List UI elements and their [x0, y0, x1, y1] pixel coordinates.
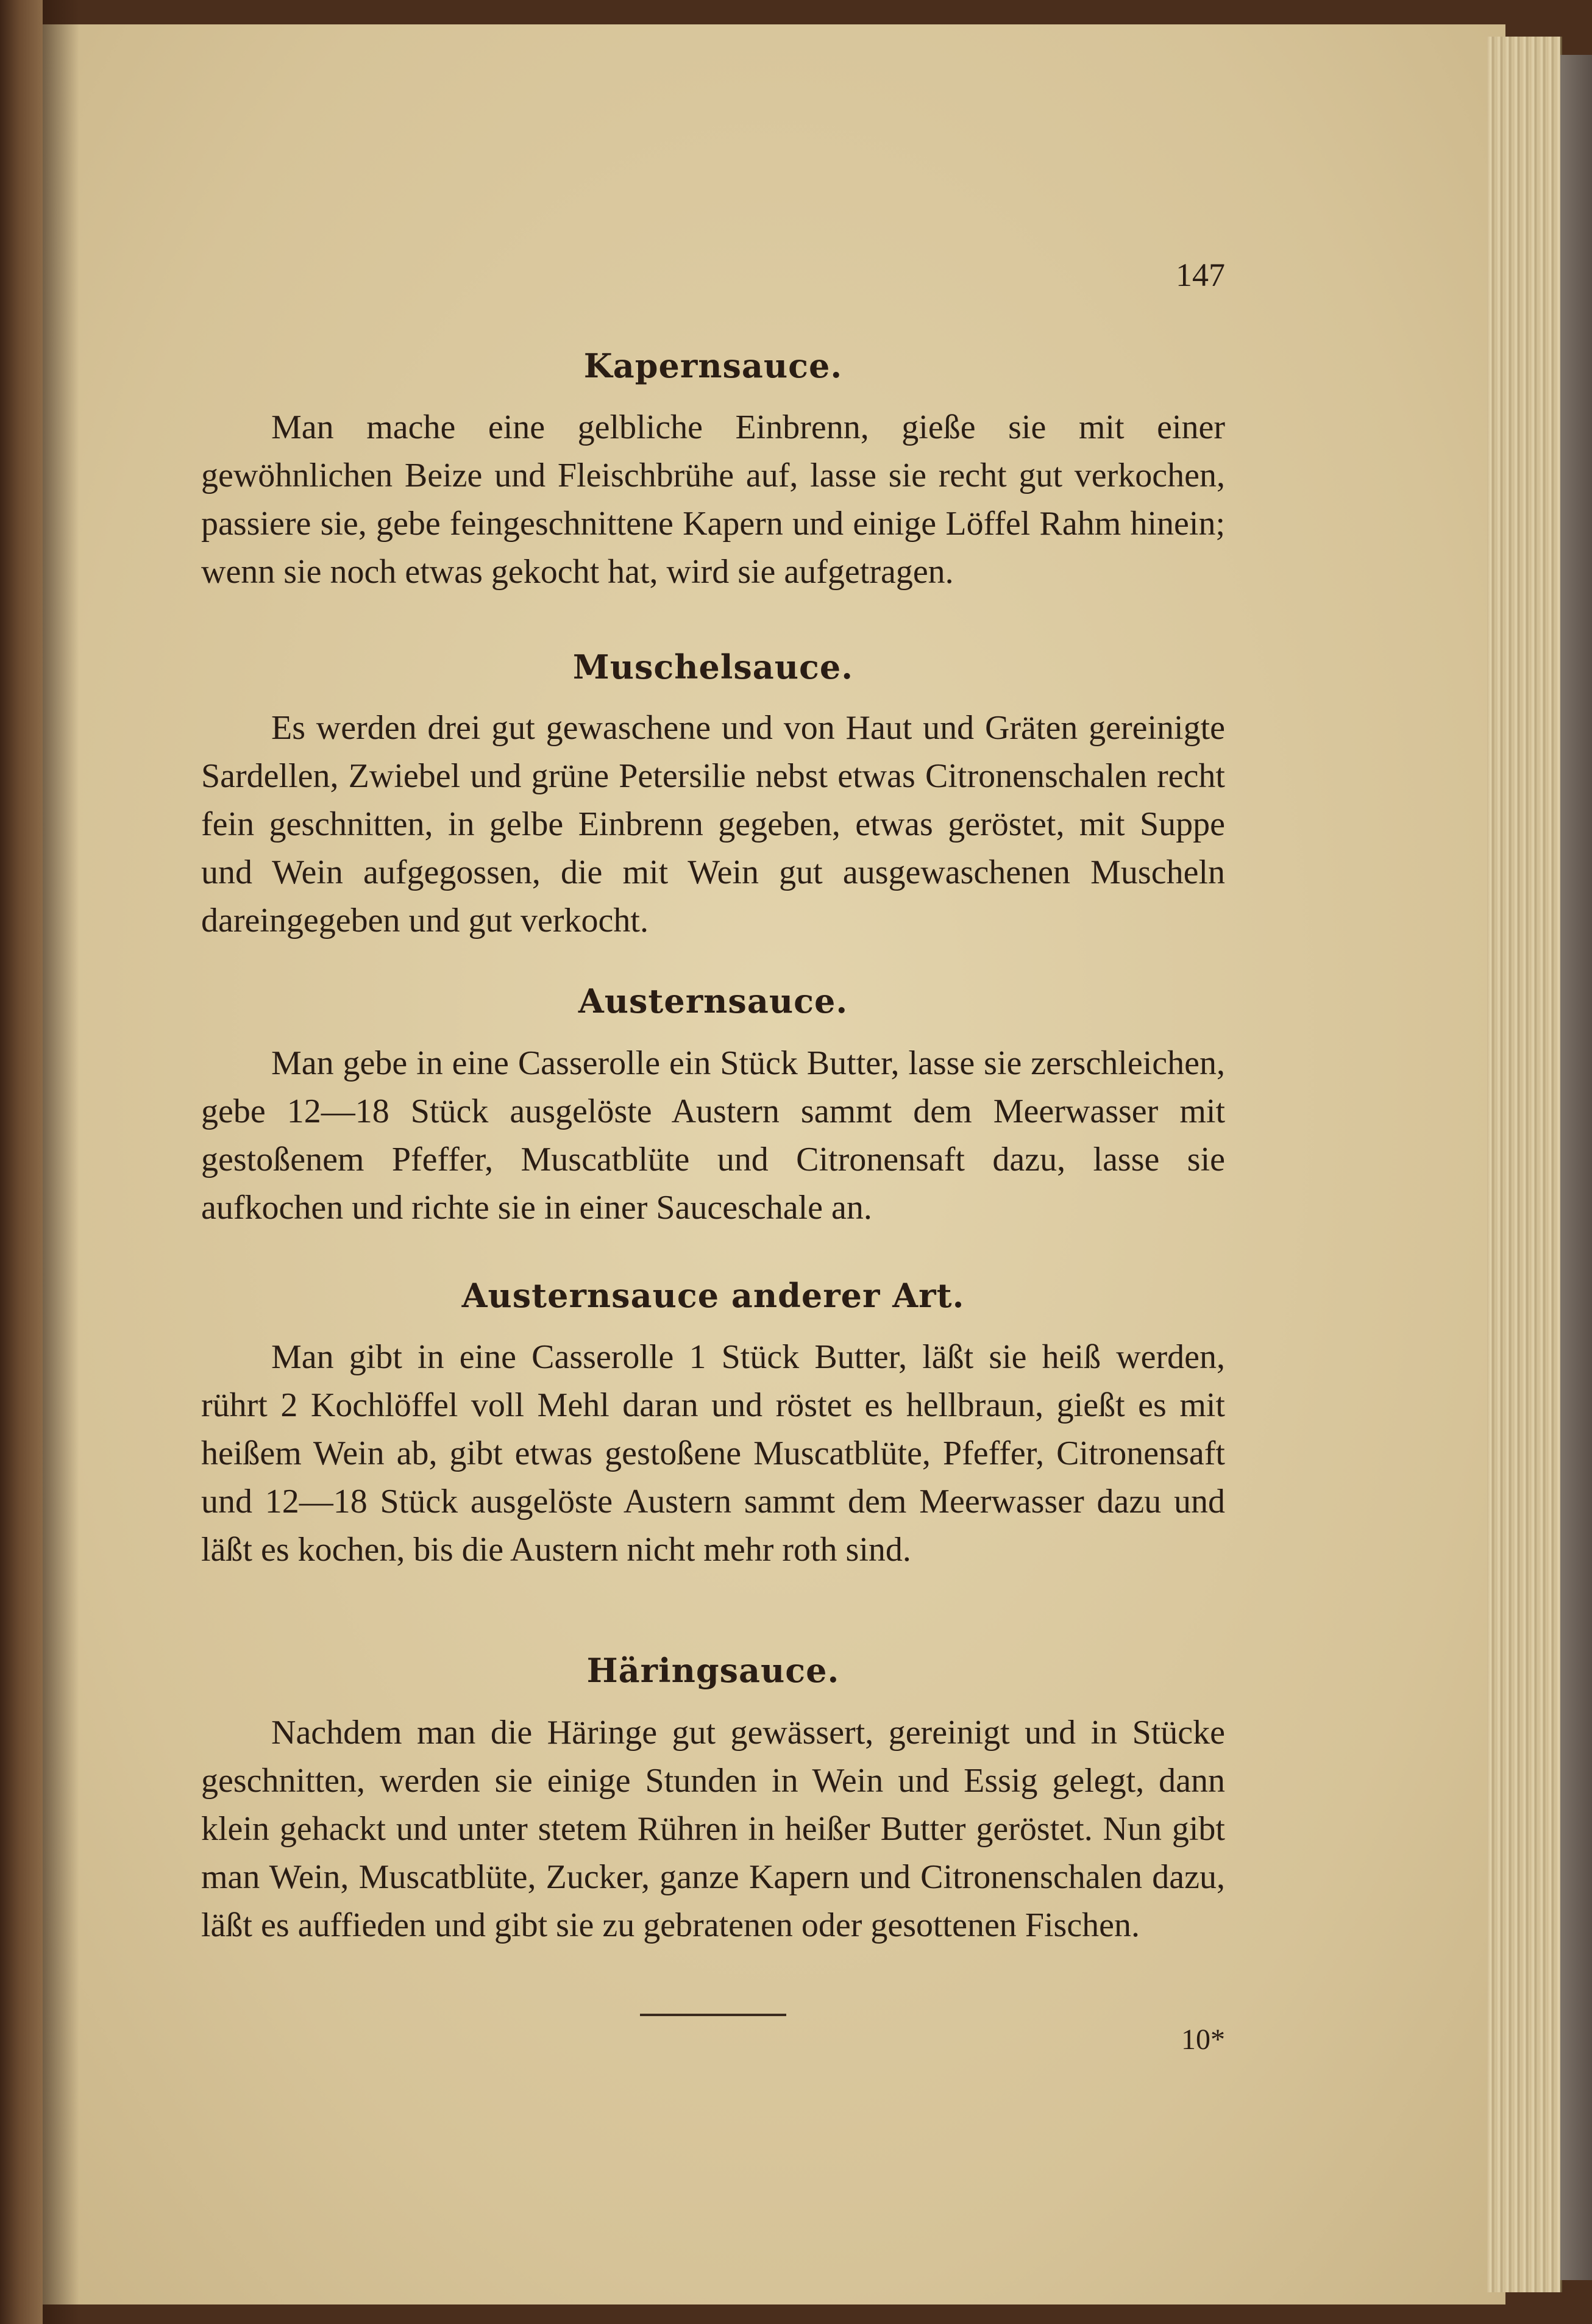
closing-rule — [640, 2014, 786, 2016]
heading-austernsauce-anderer-art: Austernsauce anderer Art. — [461, 1276, 965, 1315]
heading-muschelsauce: Muschelsauce. — [572, 647, 854, 686]
heading-haeringsauce: Häringsauce. — [586, 1651, 840, 1690]
page-block-edges — [1487, 37, 1562, 2292]
heading-kapernsauce: Kapernsauce. — [583, 346, 843, 385]
cover-edge — [1560, 55, 1592, 2280]
spine-shadow — [43, 0, 79, 2324]
left-page-edge — [0, 0, 43, 2324]
paragraph-haeringsauce: Nachdem man die Häringe gut gewässert, gereinigt und in Stücke geschnitten, werden sie einige Stunden in Wein und Essig gelegt, dann klein gehackt und unter stetem Rühren in heißer Butter geröstet. Nun gibt man Wein, Muscatblüte, Zucker, ganze Kapern und Citronenschalen dazu, läßt es auffieden und gibt sie zu gebratenen oder gesottenen Fischen. — [201, 1714, 1225, 1944]
signature-mark: 10* — [1181, 2023, 1225, 2056]
paragraph-muschelsauce: Es werden drei gut gewaschene und von Haut und Gräten gereinigte Sardellen, Zwiebel und grüne Petersilie nebst etwas Citronenschalen recht fein geschnitten, in gelbe Einbrenn gegeben, etwas geröstet, mit Suppe und Wein aufgegossen, die mit Wein gut ausgewaschenen Muscheln dareingegeben und gut verkocht. — [201, 709, 1225, 939]
heading-austernsauce: Austernsauce. — [578, 982, 848, 1021]
paragraph-kapernsauce: Man mache eine gelbliche Einbrenn, gieße sie mit einer gewöhnlichen Beize und Fleischbrühe auf, lasse sie recht gut verkochen, passiere sie, gebe feingeschnittene Kapern und einige Löffel Rahm hinein; wenn sie noch etwas gekocht hat, wird sie aufgetragen. — [201, 408, 1225, 591]
page-number: 147 — [1176, 257, 1225, 293]
paragraph-austernsauce: Man gebe in eine Casserolle ein Stück Butter, lasse sie zerschleichen, gebe 12—18 Stück ausgelöste Austern sammt dem Meerwasser mit gestoßenem Pfeffer, Muscatblüte und Citronensaft dazu, lasse sie aufkochen und richte sie in einer Sauceschale an. — [201, 1044, 1225, 1227]
page-content — [201, 0, 1225, 2324]
paragraph-austernsauce-anderer-art: Man gibt in eine Casserolle 1 Stück Butter, läßt sie heiß werden, rührt 2 Kochlöffel voll Mehl daran und röstet es hellbraun, gießt es mit heißem Wein ab, gibt etwas gestoßene Muscatblüte, Pfeffer, Citronensaft und 12—18 Stück ausgelöste Austern sammt dem Meerwasser dazu und läßt es kochen, bis die Austern nicht mehr roth sind. — [201, 1338, 1225, 1569]
